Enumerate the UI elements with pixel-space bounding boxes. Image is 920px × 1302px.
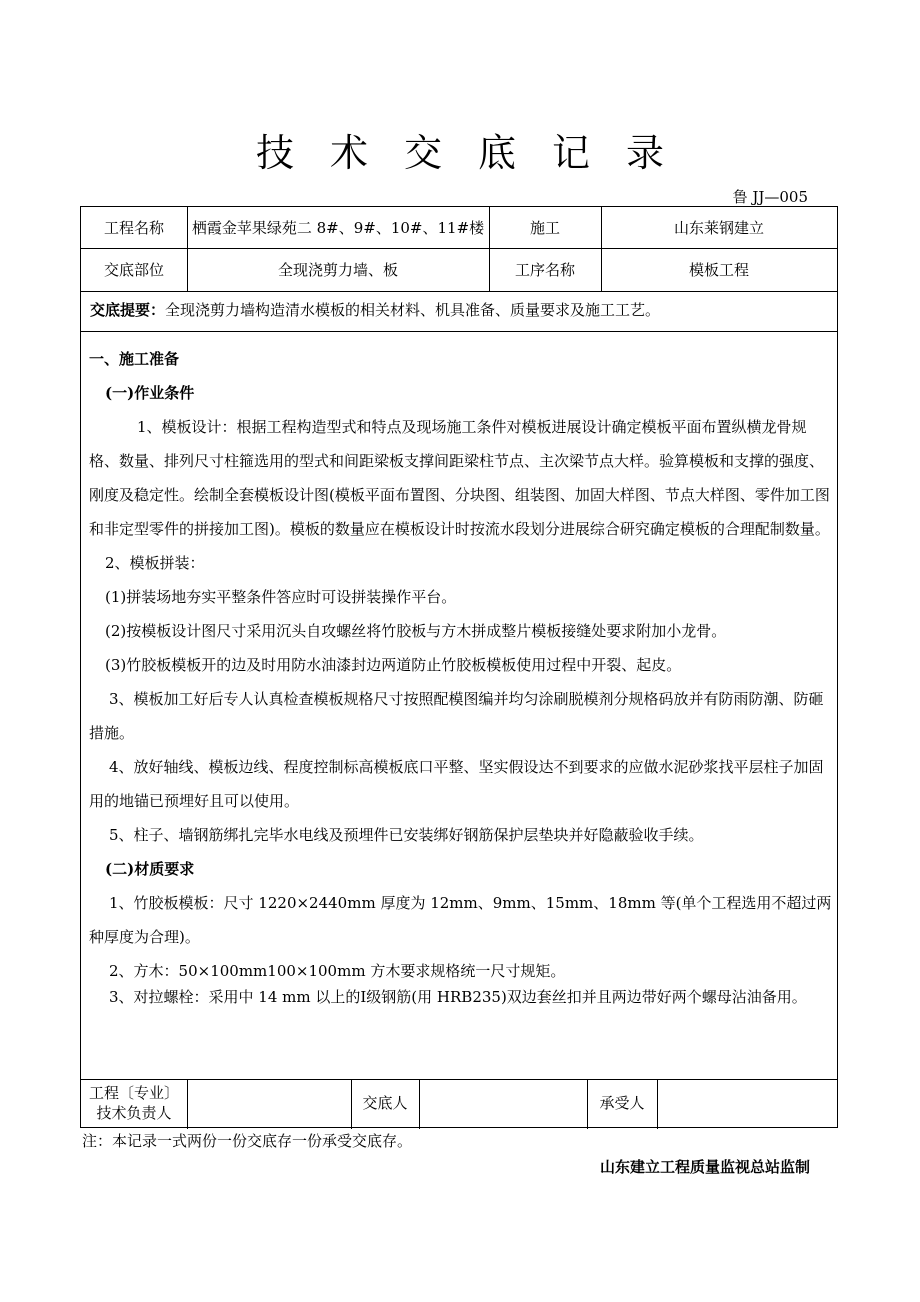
- col-divider: [187, 1079, 188, 1129]
- handover-part-label: 交底部位: [103, 260, 164, 279]
- project-name-label: 工程名称: [103, 218, 164, 237]
- paragraph: 4、放好轴线、模板边线、程度控制标高模板底口平整、坚实假设达不到要求的应做水泥砂浆找平层柱子加固用的地锚已预埋好且可以使用。: [89, 758, 824, 810]
- record-table: [80, 206, 838, 1128]
- issuing-org: 山东建立工程质量监视总站监制: [599, 1158, 810, 1176]
- col-divider: [419, 1079, 420, 1129]
- summary: [90, 299, 660, 320]
- tech-lead-label-line1: 工程〔专业〕: [88, 1084, 179, 1102]
- paragraph: 1、模板设计：根据工程构造型式和特点及现场施工条件对模板进展设计确定模板平面布置纵横龙骨规格、数量、排列尺寸柱箍选用的型式和间距梁板支撑间距梁柱节点、主次梁节点大样。验算模板和支撑的强度、刚度及稳定性。绘制全套模板设计图(模板平面布置图、分块图、组装图、加固大样图、节点大样图、零件加工图和非定型零件的拼接加工图)。模板的数量应在模板设计时按流水段划分进展综合研究确定模板的合理配制数量。: [89, 418, 830, 538]
- paragraph: (2)按模板设计图尺寸采用沉头自攻螺丝将竹胶板与方木拼成整片模板接缝处要求附加小龙骨。: [105, 622, 727, 640]
- row-divider: [81, 1079, 837, 1080]
- paragraph: 2、方木：50×100mm100×100mm 方木要求规格统一尺寸规矩。: [109, 962, 566, 980]
- summary-text: 全现浇剪力墙构造清水模板的相关材料、机具准备、质量要求及施工工艺。: [165, 301, 661, 319]
- project-name-value: 栖霞金苹果绿苑二 8#、9#、10#、11#楼: [191, 218, 485, 237]
- handover-person-label: 交底人: [362, 1094, 408, 1112]
- construction-value: 山东莱钢建立: [673, 218, 764, 237]
- paragraph: 3、对拉螺栓：采用中 14 mm 以上的Ⅰ级钢筋(用 HRB235)双边套丝扣并且两边带好两个螺母沾油备用。: [109, 988, 807, 1006]
- summary-label: 交底提要：: [90, 301, 166, 319]
- doc-title: 技术交底记录: [255, 131, 700, 175]
- receiver-label: 承受人: [599, 1094, 645, 1112]
- process-name-label: 工序名称: [514, 260, 575, 279]
- paragraph: (1)拼装场地夯实平整条件答应时可设拼装操作平台。: [105, 588, 457, 606]
- paragraph: 5、柱子、墙钢筋绑扎完毕水电线及预埋件已安装绑好钢筋保护层垫块并好隐蔽验收手续。: [109, 826, 704, 844]
- tech-lead-label-line2: 技术负责人: [96, 1104, 172, 1122]
- row-divider: [81, 331, 837, 332]
- subsection-heading: (一)作业条件: [105, 384, 195, 402]
- subsection-heading: (二)材质要求: [105, 860, 195, 878]
- paragraph: (3)竹胶板模板开的边及时用防水油漆封边两道防止竹胶板模板使用过程中开裂、起皮。: [105, 656, 682, 674]
- note: 注：本记录一式两份一份交底存一份承受交底存。: [82, 1132, 413, 1150]
- paragraph: 3、模板加工好后专人认真检查模板规格尺寸按照配模图编并均匀涂刷脱模剂分规格码放并有防雨防潮、防砸措施。: [89, 690, 824, 742]
- paragraph: 1、竹胶板模板：尺寸 1220×2440mm 厚度为 12mm、9mm、15mm、18mm 等(单个工程选用不超过两种厚度为合理)。: [89, 894, 832, 946]
- doc-code: 鲁 JJ—005: [732, 188, 808, 206]
- process-name-value: 模板工程: [688, 260, 749, 279]
- construction-label: 施工: [529, 218, 560, 237]
- tech-lead-label: [81, 1079, 187, 1127]
- paragraph: 2、模板拼装：: [105, 554, 205, 572]
- content-body: [89, 342, 833, 1010]
- section-heading: 一、施工准备: [89, 350, 180, 368]
- handover-part-value: 全现浇剪力墙、板: [277, 260, 398, 279]
- col-divider: [657, 1079, 658, 1129]
- row-divider: [81, 291, 837, 292]
